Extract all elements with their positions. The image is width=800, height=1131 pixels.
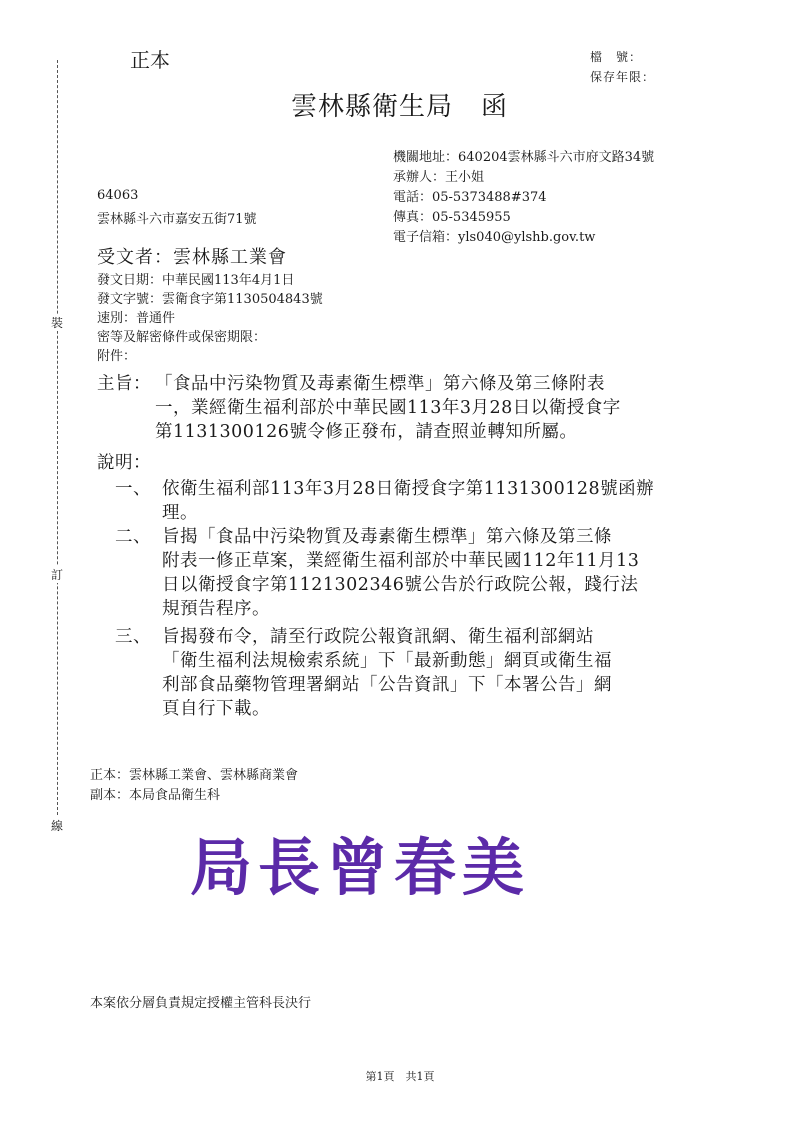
issue-date: 發文日期：中華民國113年4月1日	[97, 273, 295, 288]
agency-address: 機關地址：640204雲林縣斗六市府文路34號	[393, 150, 655, 165]
description-item	[115, 625, 735, 721]
subject-line: 一，業經衛生福利部於中華民國113年3月28日以衛授食字	[155, 398, 621, 418]
secrecy-level: 密等及解密條件或保密期限：	[97, 330, 267, 345]
subject-line: 「食品中污染物質及毒素衛生標準」第六條及第三條附表	[155, 374, 605, 394]
retention-period-label: 保存年限：	[590, 70, 656, 84]
document-number: 發文字號：雲衛食字第1130504843號	[97, 292, 323, 307]
item-line: 依衛生福利部113年3月28日衛授食字第1131300128號函辦	[162, 479, 655, 499]
binding-line	[57, 60, 58, 820]
delivery-speed: 速別：普通件	[97, 311, 176, 326]
page-indicator: 第1頁 共1頁	[365, 1070, 435, 1083]
description-item	[115, 477, 735, 525]
binding-mark-ding: 訂	[47, 566, 67, 583]
binding-mark-zhuang: 裝	[47, 314, 67, 331]
description-item	[115, 525, 735, 621]
subject-line: 第1131300126號令修正發布，請查照並轉知所屬。	[155, 422, 578, 442]
agency-contact-block	[393, 148, 654, 248]
recipient: 受文者：雲林縣工業會	[97, 247, 287, 268]
attachments: 附件：	[97, 349, 137, 364]
original-recipients: 正本：雲林縣工業會、雲林縣商業會	[90, 768, 299, 783]
subject-label: 主旨：	[97, 374, 151, 394]
item-line: 日以衛授食字第1121302346號公告於行政院公報，踐行法	[162, 575, 639, 595]
item-number: 三、	[115, 627, 151, 647]
handler-name: 承辦人：王小姐	[393, 170, 485, 185]
item-number: 一、	[115, 479, 151, 499]
subject-section	[97, 372, 737, 444]
description-label: 說明：	[97, 453, 151, 473]
item-line: 理。	[162, 503, 198, 523]
issuing-agency: 雲林縣衛生局	[290, 92, 453, 122]
item-line: 旨揭發布令，請至行政院公報資訊網、衛生福利部網站	[162, 627, 594, 647]
document-type: 函	[481, 92, 510, 122]
recipient-zip: 64063	[97, 188, 139, 203]
copy-mark: 正本	[130, 48, 170, 72]
copy-recipients: 副本：本局食品衛生科	[90, 788, 221, 803]
binding-mark-xian: 線	[47, 817, 67, 834]
authorization-note: 本案依分層負責規定授權主管科長決行	[90, 996, 312, 1011]
phone-number: 電話：05-5373488#374	[393, 190, 547, 205]
document-title	[0, 86, 800, 123]
email-address: 電子信箱：yls040@ylshb.gov.tw	[393, 230, 596, 245]
item-line: 旨揭「食品中污染物質及毒素衛生標準」第六條及第三條	[162, 527, 612, 547]
document-meta	[97, 271, 323, 366]
item-line: 附表一修正草案，業經衛生福利部於中華民國112年11月13	[162, 551, 640, 571]
item-line: 頁自行下載。	[162, 699, 270, 719]
item-line: 利部食品藥物管理署網站「公告資訊」下「本署公告」網	[162, 675, 612, 695]
item-line: 「衛生福利法規檢索系統」下「最新動態」網頁或衛生福	[162, 651, 612, 671]
svg-text:局長曾春美: 局長曾春美	[189, 831, 531, 904]
item-line: 規預告程序。	[162, 599, 270, 619]
director-signature-stamp	[160, 815, 560, 910]
fax-number: 傳真：05-5345955	[393, 210, 511, 225]
item-number: 二、	[115, 527, 151, 547]
recipient-address: 雲林縣斗六市嘉安五街71號	[97, 212, 257, 227]
archive-number-label: 檔 號：	[590, 50, 643, 64]
